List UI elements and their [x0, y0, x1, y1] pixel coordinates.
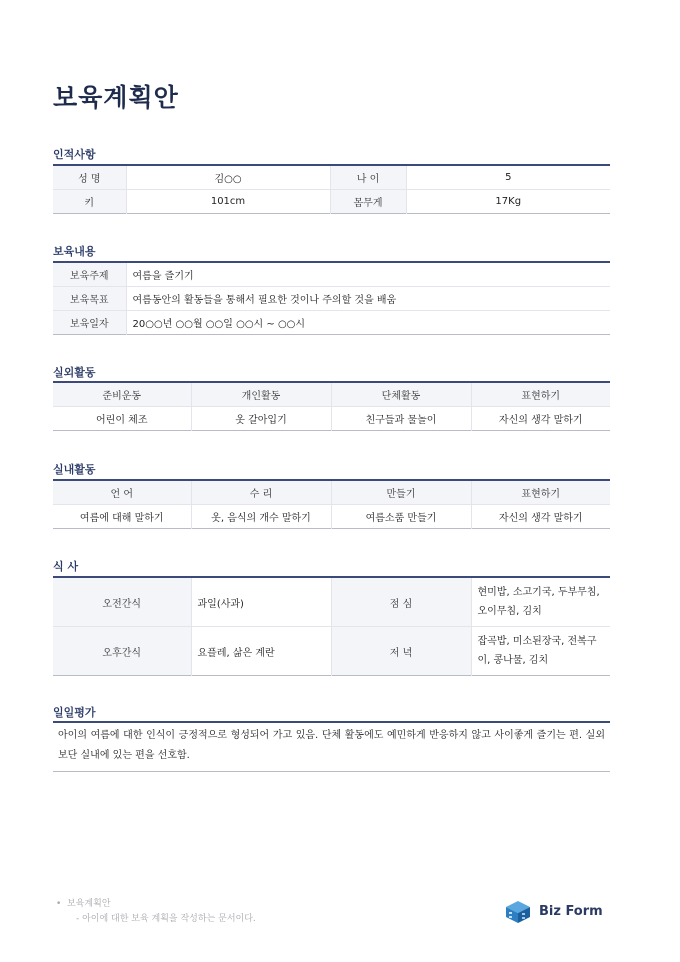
care-goal-value: 여름동안의 활동들을 통해서 필요한 것이나 주의할 것을 배움	[126, 287, 610, 311]
age-label: 나 이	[330, 165, 406, 190]
table-row	[53, 190, 610, 214]
page-title: 보육계획안	[53, 83, 179, 112]
care-goal-label: 보육목표	[53, 287, 126, 311]
care-topic-label: 보육주제	[53, 262, 126, 287]
dinner-label: 저 녁	[331, 627, 471, 676]
morning-snack-label: 오전간식	[53, 577, 191, 627]
age-value: 5	[406, 165, 610, 190]
building-icon	[503, 898, 533, 924]
footer-bullet-text: 보육계획안	[67, 899, 111, 909]
brand-name: Biz Form	[539, 903, 603, 919]
outdoor-value: 어린이 체조	[96, 415, 148, 426]
section-title-indoor: 실내활동	[53, 463, 96, 476]
indoor-value: 여름에 대해 말하기	[79, 513, 164, 524]
section-title-meals: 식 사	[53, 560, 79, 573]
table-row	[53, 382, 610, 407]
bullet-icon: •	[56, 899, 62, 909]
outdoor-header: 준비운동	[53, 382, 191, 407]
name-label: 성 명	[53, 165, 126, 190]
table-row	[53, 287, 610, 311]
morning-snack-value: 과일(사과)	[191, 577, 331, 627]
weight-label: 몸무게	[330, 190, 406, 214]
name-value: 김○○	[126, 165, 330, 190]
table-row	[53, 407, 610, 431]
indoor-header: 수 리	[191, 480, 331, 505]
care-date-label: 보육일자	[53, 311, 126, 335]
indoor-value: 자신의 생각 말하기	[471, 505, 610, 529]
brand-logo	[503, 898, 603, 924]
outdoor-value: 친구들과 물놀이	[331, 407, 471, 431]
table-row	[53, 505, 610, 529]
indoor-header: 만들기	[331, 480, 471, 505]
indoor-header: 표현하기	[471, 480, 610, 505]
table-row	[53, 262, 610, 287]
meals-table	[53, 576, 610, 676]
footer-description: - 아이에 대한 보육 계획을 작성하는 문서이다.	[76, 914, 256, 924]
indoor-value: 옷, 음식의 개수 말하기	[191, 505, 331, 529]
footer-title	[56, 896, 111, 909]
section-title-care: 보육내용	[53, 245, 96, 258]
outdoor-value: 자신의 생각 말하기	[471, 407, 610, 431]
afternoon-snack-value: 요플레, 삶은 계란	[191, 627, 331, 676]
section-title-outdoor: 실외활동	[53, 366, 96, 379]
lunch-label: 점 심	[331, 577, 471, 627]
care-topic-value: 여름을 즐기기	[126, 262, 610, 287]
afternoon-snack-label: 오후간식	[53, 627, 191, 676]
outdoor-value: 옷 갈아입기	[191, 407, 331, 431]
height-label: 키	[53, 190, 126, 214]
care-content-table	[53, 261, 610, 335]
outdoor-header: 단체활동	[331, 382, 471, 407]
dinner-value: 잡곡밥, 미소된장국, 전복구이, 콩나물, 김치	[471, 627, 610, 676]
table-row	[53, 480, 610, 505]
table-row	[53, 627, 610, 676]
weight-value: 17Kg	[406, 190, 610, 214]
height-value: 101cm	[126, 190, 330, 214]
evaluation-text: 아이의 여름에 대한 인식이 긍정적으로 형성되어 가고 있음. 단체 활동에도 예민하게 반응하지 않고 사이좋게 즐기는 편. 실외보단 실내에 있는 편을 선호함.	[53, 721, 610, 772]
lunch-value: 현미밥, 소고기국, 두부무침, 오이무침, 김치	[471, 577, 610, 627]
table-row	[53, 577, 610, 627]
outdoor-activity-table	[53, 381, 610, 431]
table-row	[53, 165, 610, 190]
outdoor-header: 표현하기	[471, 382, 610, 407]
section-title-evaluation: 일일평가	[53, 706, 96, 719]
outdoor-header: 개인활동	[191, 382, 331, 407]
indoor-header: 언 어	[53, 480, 191, 505]
indoor-value: 여름소품 만들기	[331, 505, 471, 529]
section-title-personal: 인적사항	[53, 148, 96, 161]
table-row	[53, 311, 610, 335]
personal-info-table	[53, 164, 610, 214]
care-date-value: 20○○년 ○○월 ○○일 ○○시 ~ ○○시	[126, 311, 610, 335]
indoor-activity-table	[53, 479, 610, 529]
